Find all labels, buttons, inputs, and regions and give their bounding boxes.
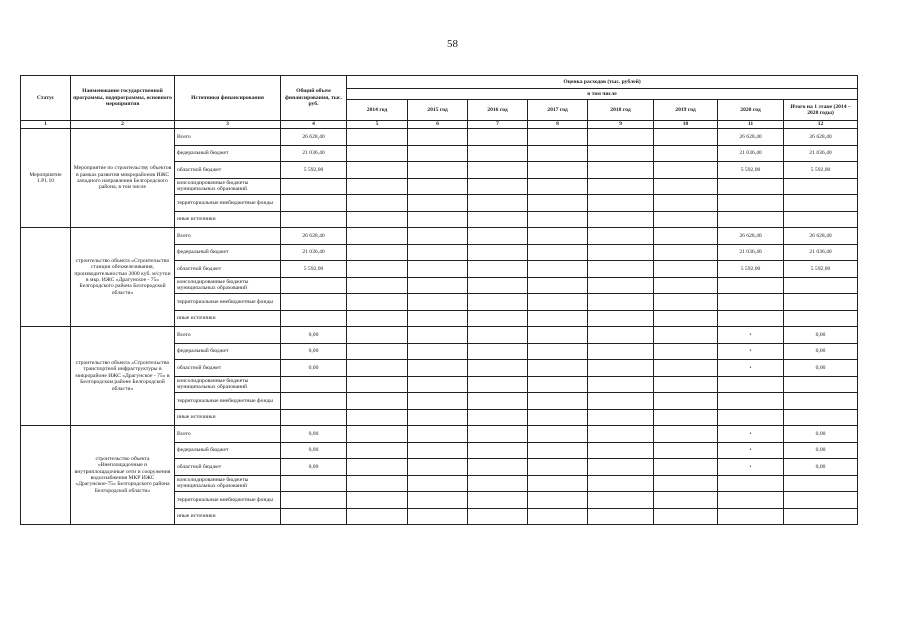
year-2020-cell: • (718, 442, 784, 459)
year-cell (468, 327, 528, 344)
year-cell (408, 129, 468, 146)
year-cell (468, 244, 528, 261)
source-cell: территориальные внебюджетные фонды (175, 393, 281, 410)
year-cell (654, 393, 718, 410)
measure-name-cell: Мероприятие по строительству объектов в рамках развития микрорайонов ИЖС западного направления Белгородского района, в том числе (71, 129, 175, 228)
year-cell (408, 195, 468, 212)
source-cell: областной бюджет (175, 162, 281, 179)
header-total: Общий объем финансирования, тыс. руб. (281, 76, 347, 121)
total-cell (281, 475, 347, 492)
column-number: 1 (21, 121, 71, 129)
source-cell: иные источники (175, 211, 281, 228)
total-cell (281, 393, 347, 410)
total-cell: 26 628,40 (281, 228, 347, 245)
year-cell (347, 508, 408, 525)
year-cell (408, 492, 468, 509)
source-cell: иные источники (175, 310, 281, 327)
year-cell (654, 343, 718, 360)
year-2020-cell (718, 508, 784, 525)
year-cell (408, 393, 468, 410)
year-2020-cell (718, 393, 784, 410)
year-2020-cell (718, 409, 784, 426)
year-cell (588, 343, 654, 360)
source-cell: консолидированные бюджеты муниципальных образований (175, 475, 281, 492)
stage-total-cell (784, 211, 858, 228)
year-cell (468, 343, 528, 360)
source-cell: областной бюджет (175, 261, 281, 278)
stage-total-cell (784, 376, 858, 393)
year-cell (528, 162, 588, 179)
year-cell (654, 294, 718, 311)
header-status: Статус (21, 76, 71, 121)
header-name: Наименование государственной программы, подпрограммы, основного мероприятия (71, 76, 175, 121)
year-cell (528, 195, 588, 212)
year-cell (408, 442, 468, 459)
column-number: 11 (718, 121, 784, 129)
year-cell (347, 129, 408, 146)
year-cell (347, 492, 408, 509)
source-cell: территориальные внебюджетные фонды (175, 294, 281, 311)
stage-total-cell (784, 195, 858, 212)
header-year: 2019 год (654, 100, 718, 121)
year-cell (528, 310, 588, 327)
year-cell (468, 360, 528, 377)
year-cell (588, 327, 654, 344)
total-cell: 0,00 (281, 459, 347, 476)
year-cell (528, 360, 588, 377)
total-cell (281, 277, 347, 294)
source-cell: федеральный бюджет (175, 145, 281, 162)
source-cell: федеральный бюджет (175, 244, 281, 261)
year-cell (347, 393, 408, 410)
column-number-row (21, 121, 858, 129)
header-sources: Источники финансирования (175, 76, 281, 121)
stage-total-cell (784, 393, 858, 410)
year-cell (654, 129, 718, 146)
year-cell (408, 426, 468, 443)
year-cell (588, 393, 654, 410)
year-cell (347, 426, 408, 443)
source-cell: Всего (175, 327, 281, 344)
stage-total-cell: 26 628,40 (784, 228, 858, 245)
stage-total-cell: 0,00 (784, 442, 858, 459)
year-cell (588, 459, 654, 476)
header-including: в том числе (347, 89, 858, 100)
table-row (21, 129, 858, 146)
year-2020-cell (718, 178, 784, 195)
header-year: 2018 год (588, 100, 654, 121)
stage-total-cell: 21 036,40 (784, 145, 858, 162)
year-cell (528, 393, 588, 410)
financing-table (20, 75, 858, 525)
source-cell: областной бюджет (175, 459, 281, 476)
stage-total-cell: 5 592,00 (784, 261, 858, 278)
year-cell (654, 442, 718, 459)
column-number: 3 (175, 121, 281, 129)
total-cell (281, 211, 347, 228)
year-cell (528, 442, 588, 459)
source-cell: консолидированные бюджеты муниципальных образований (175, 178, 281, 195)
year-cell (528, 459, 588, 476)
year-cell (408, 261, 468, 278)
year-cell (588, 162, 654, 179)
source-cell: Всего (175, 426, 281, 443)
year-cell (528, 129, 588, 146)
year-cell (528, 228, 588, 245)
column-number: 9 (588, 121, 654, 129)
total-cell (281, 409, 347, 426)
year-cell (588, 211, 654, 228)
total-cell: 0,00 (281, 426, 347, 443)
year-cell (408, 360, 468, 377)
year-cell (347, 244, 408, 261)
year-2020-cell (718, 310, 784, 327)
total-cell: 21 036,40 (281, 244, 347, 261)
year-cell (347, 162, 408, 179)
status-cell (21, 426, 71, 525)
year-cell (654, 360, 718, 377)
year-cell (528, 376, 588, 393)
year-cell (588, 244, 654, 261)
year-cell (588, 178, 654, 195)
year-2020-cell: • (718, 459, 784, 476)
source-cell: консолидированные бюджеты муниципальных образований (175, 277, 281, 294)
year-cell (588, 475, 654, 492)
year-cell (408, 459, 468, 476)
year-cell (408, 145, 468, 162)
status-cell: Мероприятие 1.Р1.10 (21, 129, 71, 228)
total-cell: 5 592,00 (281, 261, 347, 278)
table-body (21, 121, 858, 525)
year-cell (347, 360, 408, 377)
year-2020-cell (718, 211, 784, 228)
table-row (21, 327, 858, 344)
year-cell (468, 426, 528, 443)
year-cell (528, 294, 588, 311)
year-cell (588, 228, 654, 245)
year-cell (654, 409, 718, 426)
year-cell (528, 327, 588, 344)
year-cell (588, 492, 654, 509)
year-cell (528, 409, 588, 426)
year-cell (654, 492, 718, 509)
year-cell (654, 376, 718, 393)
year-2020-cell (718, 294, 784, 311)
stage-total-cell: 0,00 (784, 426, 858, 443)
stage-total-cell (784, 277, 858, 294)
year-cell (588, 409, 654, 426)
stage-total-cell (784, 310, 858, 327)
source-cell: консолидированные бюджеты муниципальных образований (175, 376, 281, 393)
year-cell (654, 211, 718, 228)
source-cell: Всего (175, 228, 281, 245)
year-cell (528, 277, 588, 294)
year-cell (408, 409, 468, 426)
year-cell (654, 145, 718, 162)
year-cell (654, 475, 718, 492)
year-2020-cell (718, 195, 784, 212)
year-cell (408, 508, 468, 525)
year-cell (408, 211, 468, 228)
year-cell (347, 310, 408, 327)
stage-total-cell: 0,00 (784, 360, 858, 377)
total-cell: 0,00 (281, 343, 347, 360)
stage-total-cell (784, 508, 858, 525)
year-cell (654, 277, 718, 294)
year-cell (654, 426, 718, 443)
year-cell (588, 376, 654, 393)
status-cell (21, 327, 71, 426)
year-cell (588, 277, 654, 294)
year-cell (347, 145, 408, 162)
year-2020-cell: • (718, 327, 784, 344)
year-2020-cell: 5 592,00 (718, 261, 784, 278)
year-cell (347, 211, 408, 228)
year-2020-cell: 26 628,40 (718, 228, 784, 245)
year-cell (347, 195, 408, 212)
year-cell (588, 294, 654, 311)
year-cell (408, 228, 468, 245)
year-cell (528, 244, 588, 261)
year-cell (347, 294, 408, 311)
year-cell (468, 145, 528, 162)
column-number: 10 (654, 121, 718, 129)
year-cell (654, 228, 718, 245)
header-estimate: Оценка расходов (тыс. рублей) (347, 76, 858, 89)
year-cell (347, 261, 408, 278)
column-number: 2 (71, 121, 175, 129)
year-cell (347, 327, 408, 344)
year-cell (408, 244, 468, 261)
source-cell: Всего (175, 129, 281, 146)
year-cell (347, 459, 408, 476)
total-cell: 0,00 (281, 360, 347, 377)
year-cell (654, 310, 718, 327)
year-cell (408, 178, 468, 195)
year-cell (468, 409, 528, 426)
stage-total-cell (784, 475, 858, 492)
year-cell (347, 442, 408, 459)
year-2020-cell (718, 376, 784, 393)
measure-name-cell: строительство объекта «Внеплощадочные и внутриплощадочные сети и сооружения водоснабжения МКР ИЖС «Драгунское-75» Белгородского района Белгородской области» (71, 426, 175, 525)
year-cell (588, 360, 654, 377)
year-2020-cell: 26 628,40 (718, 129, 784, 146)
header-year: 2020 год (718, 100, 784, 121)
year-cell (588, 129, 654, 146)
year-2020-cell: 5 592,00 (718, 162, 784, 179)
source-cell: территориальные внебюджетные фонды (175, 492, 281, 509)
stage-total-cell: 0,00 (784, 459, 858, 476)
year-cell (588, 195, 654, 212)
year-cell (528, 211, 588, 228)
status-cell (21, 228, 71, 327)
column-number: 7 (468, 121, 528, 129)
year-cell (468, 393, 528, 410)
measure-name-cell: строительство объекта «Строительство станции обезжелезивания, производительностью 3000 куб. м/сутки в мкр. ИЖС «Драгунское - 75» Белгородского района Белгородской области» (71, 228, 175, 327)
total-cell: 21 036,40 (281, 145, 347, 162)
measure-name-cell: строительство объекта «Строительство транспортной инфраструктуры в микрорайоне ИЖС «Драгунское - 75» в Белгородском районе Белгородской области» (71, 327, 175, 426)
year-cell (347, 277, 408, 294)
year-cell (528, 343, 588, 360)
stage-total-cell: 0,00 (784, 343, 858, 360)
year-cell (347, 475, 408, 492)
year-2020-cell: • (718, 343, 784, 360)
year-cell (408, 162, 468, 179)
year-cell (408, 343, 468, 360)
total-cell: 0,00 (281, 442, 347, 459)
total-cell (281, 492, 347, 509)
header-year: 2014 год (347, 100, 408, 121)
stage-total-cell (784, 409, 858, 426)
column-number: 4 (281, 121, 347, 129)
total-cell: 26 628,40 (281, 129, 347, 146)
total-cell (281, 294, 347, 311)
year-cell (408, 327, 468, 344)
total-cell: 5 592,00 (281, 162, 347, 179)
year-cell (468, 459, 528, 476)
stage-total-cell: 21 036,40 (784, 244, 858, 261)
year-cell (528, 475, 588, 492)
year-cell (468, 376, 528, 393)
column-number: 6 (408, 121, 468, 129)
stage-total-cell (784, 178, 858, 195)
source-cell: областной бюджет (175, 360, 281, 377)
year-2020-cell: • (718, 360, 784, 377)
year-cell (588, 310, 654, 327)
column-number: 5 (347, 121, 408, 129)
year-cell (347, 376, 408, 393)
year-cell (468, 277, 528, 294)
year-cell (528, 178, 588, 195)
year-cell (588, 261, 654, 278)
column-number: 8 (528, 121, 588, 129)
total-cell (281, 178, 347, 195)
year-cell (468, 178, 528, 195)
source-cell: иные источники (175, 409, 281, 426)
year-cell (528, 508, 588, 525)
year-cell (654, 459, 718, 476)
year-cell (468, 475, 528, 492)
header-year: 2016 год (468, 100, 528, 121)
year-cell (468, 195, 528, 212)
stage-total-cell: 0,00 (784, 327, 858, 344)
year-cell (528, 145, 588, 162)
table-row (21, 228, 858, 245)
year-cell (654, 162, 718, 179)
year-cell (528, 426, 588, 443)
total-cell (281, 508, 347, 525)
year-cell (468, 211, 528, 228)
year-cell (468, 442, 528, 459)
source-cell: федеральный бюджет (175, 442, 281, 459)
year-cell (347, 343, 408, 360)
source-cell: федеральный бюджет (175, 343, 281, 360)
year-cell (347, 178, 408, 195)
source-cell: иные источники (175, 508, 281, 525)
header-year: 2015 год (408, 100, 468, 121)
year-cell (588, 508, 654, 525)
year-cell (408, 475, 468, 492)
stage-total-cell: 26 628,40 (784, 129, 858, 146)
stage-total-cell: 5 592,00 (784, 162, 858, 179)
year-cell (528, 492, 588, 509)
total-cell (281, 310, 347, 327)
year-cell (588, 442, 654, 459)
year-cell (468, 129, 528, 146)
year-cell (468, 508, 528, 525)
year-2020-cell: 21 036,40 (718, 244, 784, 261)
stage-total-cell (784, 492, 858, 509)
year-cell (408, 310, 468, 327)
year-cell (654, 261, 718, 278)
year-cell (654, 195, 718, 212)
year-2020-cell (718, 492, 784, 509)
column-number: 12 (784, 121, 858, 129)
year-cell (408, 376, 468, 393)
year-cell (588, 145, 654, 162)
year-2020-cell (718, 475, 784, 492)
total-cell (281, 195, 347, 212)
year-cell (468, 294, 528, 311)
year-cell (408, 277, 468, 294)
year-cell (654, 327, 718, 344)
year-2020-cell: • (718, 426, 784, 443)
year-2020-cell: 21 036,40 (718, 145, 784, 162)
source-cell: территориальные внебюджетные фонды (175, 195, 281, 212)
year-cell (468, 261, 528, 278)
total-cell: 0,00 (281, 327, 347, 344)
year-cell (347, 409, 408, 426)
year-cell (468, 228, 528, 245)
year-cell (408, 294, 468, 311)
year-cell (654, 178, 718, 195)
header-stage-total: Итого на 1 этапе (2014 – 2020 годы) (784, 100, 858, 121)
year-cell (347, 228, 408, 245)
year-cell (468, 492, 528, 509)
year-cell (654, 244, 718, 261)
total-cell (281, 376, 347, 393)
table-header (21, 76, 858, 121)
year-cell (654, 508, 718, 525)
table-row (21, 426, 858, 443)
year-cell (528, 261, 588, 278)
stage-total-cell (784, 294, 858, 311)
year-cell (588, 426, 654, 443)
page-number: 58 (447, 38, 458, 50)
header-year: 2017 год (528, 100, 588, 121)
year-2020-cell (718, 277, 784, 294)
year-cell (468, 162, 528, 179)
year-cell (468, 310, 528, 327)
